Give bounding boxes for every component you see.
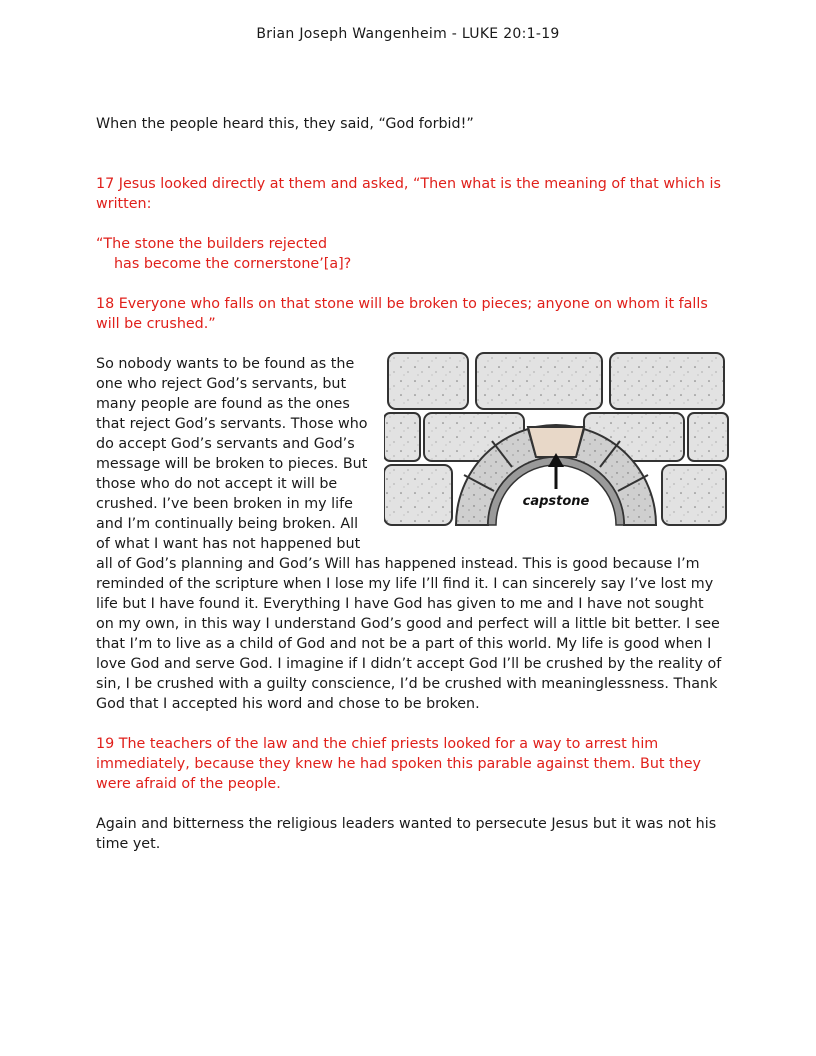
verse-19: 19 The teachers of the law and the chief priests looked for a way to arrest him immediately, because they knew he had spoken this parable against them. But they were afraid of the people. xyxy=(96,736,701,792)
closing-paragraph: Again and bitterness the religious leaders wanted to persecute Jesus but it was not his time yet. xyxy=(96,816,717,852)
quote-line-2: has become the cornerstone’[a]? xyxy=(114,256,352,272)
reflection-paragraph: So nobody wants to be found as the one who reject God’s servants, but many people are found as the ones that reject God’s servants. Those who do accept God’s servants and God’s message will be broken to pieces. But those who do not accept it will be crushed. I’ve been broken in my life and I’m continually being broken. All of what I want has not happened but all of God’s planning and God’s Will has happened instead. This is good because I’m reminded of the scripture when I lose my life I’ll find it. I can sincerely say I’ve lost my life but I have found it. Everything I have God has given to me and I have not sought on my own, in this way I understand God’s good and perfect will a little bit better. I see that I’m to live as a child of God and not be a part of this world. My life is good when I love God and serve God. I imagine if I didn’t accept God I’ll be crushed by the reality of sin, I be crushed with a guilty conscience, I’d be crushed with meaninglessness. Thank God that I accepted his word and chose to be broken. xyxy=(96,356,722,712)
quote-line-1: “The stone the builders rejected xyxy=(96,236,328,252)
paragraph-god-forbid: When the people heard this, they said, “God forbid!” xyxy=(96,116,474,132)
verse-18: 18 Everyone who falls on that stone will be broken to pieces; anyone on whom it falls will be crushed.” xyxy=(96,296,708,332)
capstone-arch-illustration xyxy=(384,349,730,535)
verse-17: 17 Jesus looked directly at them and asked, “Then what is the meaning of that which is written: xyxy=(96,176,721,212)
document-body xyxy=(96,114,722,874)
page-header: Brian Joseph Wangenheim - LUKE 20:1-19 xyxy=(256,26,560,42)
capstone-label: capstone xyxy=(522,494,590,509)
